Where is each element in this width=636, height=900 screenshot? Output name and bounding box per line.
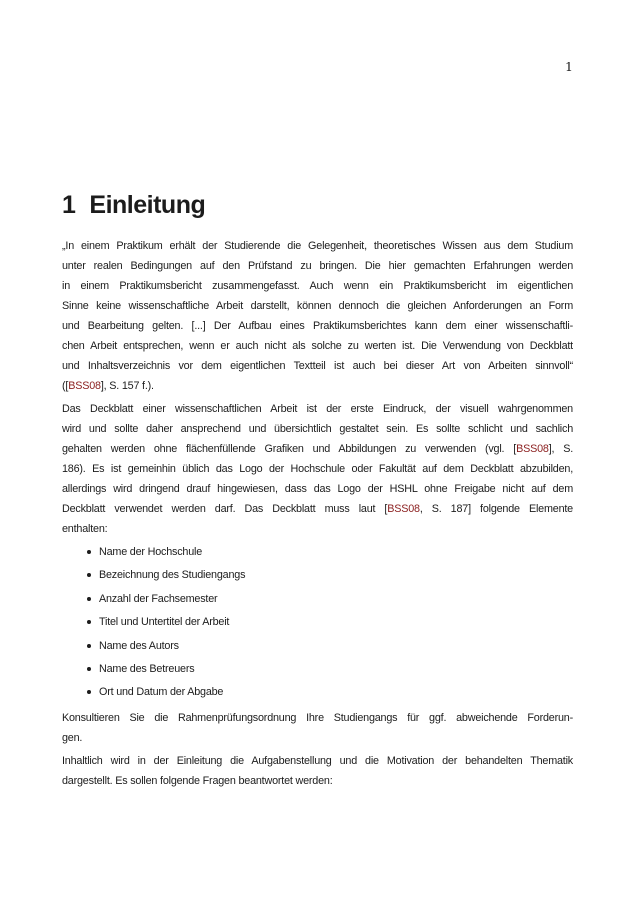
list-item-label: Name des Autors	[99, 639, 179, 652]
list-item	[99, 659, 573, 679]
list-item-label: Titel und Untertitel der Arbeit	[99, 616, 230, 629]
paragraph-deckblatt	[62, 399, 573, 539]
bullet-icon	[87, 573, 91, 577]
text-segment: ], S. 157 f.).	[100, 380, 154, 392]
deckblatt-elements-list	[62, 542, 573, 702]
text-segment: , S. 187] folgende Elemente	[419, 503, 573, 515]
text-segment: gehalten werden ohne flächenfüllende Grafiken und Abbildungen zu verwenden (vgl. [	[62, 443, 517, 455]
text-line: chen Arbeit entsprechen, wenn er auch nicht als solche zu werten ist. Die Verwendung von Deckblatt	[62, 340, 573, 352]
citation-link-bss08[interactable]: BSS08	[68, 380, 101, 392]
text-line: Inhaltlich wird in der Einleitung die Aufgabenstellung und die Motivation der behandelten Thematik	[62, 755, 573, 768]
list-item-label: Ort und Datum der Abgabe	[99, 686, 224, 699]
bullet-icon	[87, 667, 91, 671]
text-line: und Bearbeitung gelten. [...] Der Aufbau eines Praktikumsberichtes kann dem einer wissenschaftli-	[62, 320, 573, 332]
section-number: 1	[62, 190, 76, 219]
text-line: in einem Praktikumsbericht zusammengefasst. Auch wenn ein Praktikumsbericht im eigentlichen	[62, 280, 573, 292]
text-segment: ], S.	[548, 443, 573, 455]
list-item	[99, 682, 573, 702]
citation-link-bss08[interactable]: BSS08	[516, 443, 549, 455]
text-line	[62, 499, 573, 519]
text-line	[62, 439, 573, 459]
list-item	[99, 565, 573, 585]
citation-link-bss08[interactable]: BSS08	[387, 503, 420, 515]
bullet-icon	[87, 597, 91, 601]
bullet-icon	[87, 644, 91, 648]
paragraph-intro-quote	[62, 236, 573, 396]
bullet-icon	[87, 550, 91, 554]
section-title: Einleitung	[89, 190, 206, 219]
text-segment: Deckblatt verwendet werden darf. Das Deckblatt muss laut [	[62, 503, 388, 515]
text-line: allerdings wird dringend drauf hingewiesen, dass das Logo der HSHL ohne Freigabe nicht auf dem	[62, 483, 573, 495]
text-line	[62, 376, 573, 396]
text-line: Das Deckblatt einer wissenschaftlichen Arbeit ist der erste Eindruck, der visuell wahrgenommen	[62, 403, 573, 415]
document-body	[62, 236, 573, 794]
section-heading	[62, 190, 205, 220]
text-line: enthalten:	[62, 523, 108, 535]
page-number: 1	[565, 59, 573, 74]
text-line: 186). Es ist gemeinhin üblich das Logo der Hochschule oder Fakultät auf dem Deckblatt abzubilden,	[62, 463, 573, 475]
paragraph-rahmenpruefung	[62, 708, 573, 748]
list-item-label: Bezeichnung des Studiengangs	[99, 569, 246, 582]
text-line: unter realen Bedingungen auf den Prüfstand zu bringen. Die hier gemachten Erfahrungen werden	[62, 260, 573, 272]
bullet-icon	[87, 690, 91, 694]
text-line: Konsultieren Sie die Rahmenprüfungsordnung Ihre Studiengangs für ggf. abweichende Forderun-	[62, 712, 573, 725]
list-item-label: Name des Betreuers	[99, 662, 195, 675]
text-line: „In einem Praktikum erhält der Studierende die Gelegenheit, theoretisches Wissen aus dem Studium	[62, 240, 573, 252]
paragraph-einleitung-inhalt	[62, 751, 573, 791]
text-line: gen.	[62, 732, 83, 745]
text-line: dargestellt. Es sollen folgende Fragen beantwortet werden:	[62, 775, 333, 788]
list-item-label: Anzahl der Fachsemester	[99, 592, 218, 605]
list-item	[99, 612, 573, 632]
text-segment: ([	[62, 380, 69, 392]
list-item	[99, 589, 573, 609]
list-item-label: Name der Hochschule	[99, 546, 203, 558]
bullet-icon	[87, 620, 91, 624]
text-line: wird und sollte daher ansprechend und übersichtlich gestaltet sein. Es sollte schlicht und sachlich	[62, 423, 573, 435]
text-line: und Inhaltsverzeichnis vor dem eigentlichen Textteil ist auch bei dieser Art von Arbeiten sinnvoll“	[62, 360, 573, 372]
list-item	[99, 636, 573, 656]
list-item	[99, 542, 573, 562]
text-line: Sinne keine wissenschaftliche Arbeit darstellt, können dennoch die gleichen Anforderungen an Form	[62, 300, 573, 312]
